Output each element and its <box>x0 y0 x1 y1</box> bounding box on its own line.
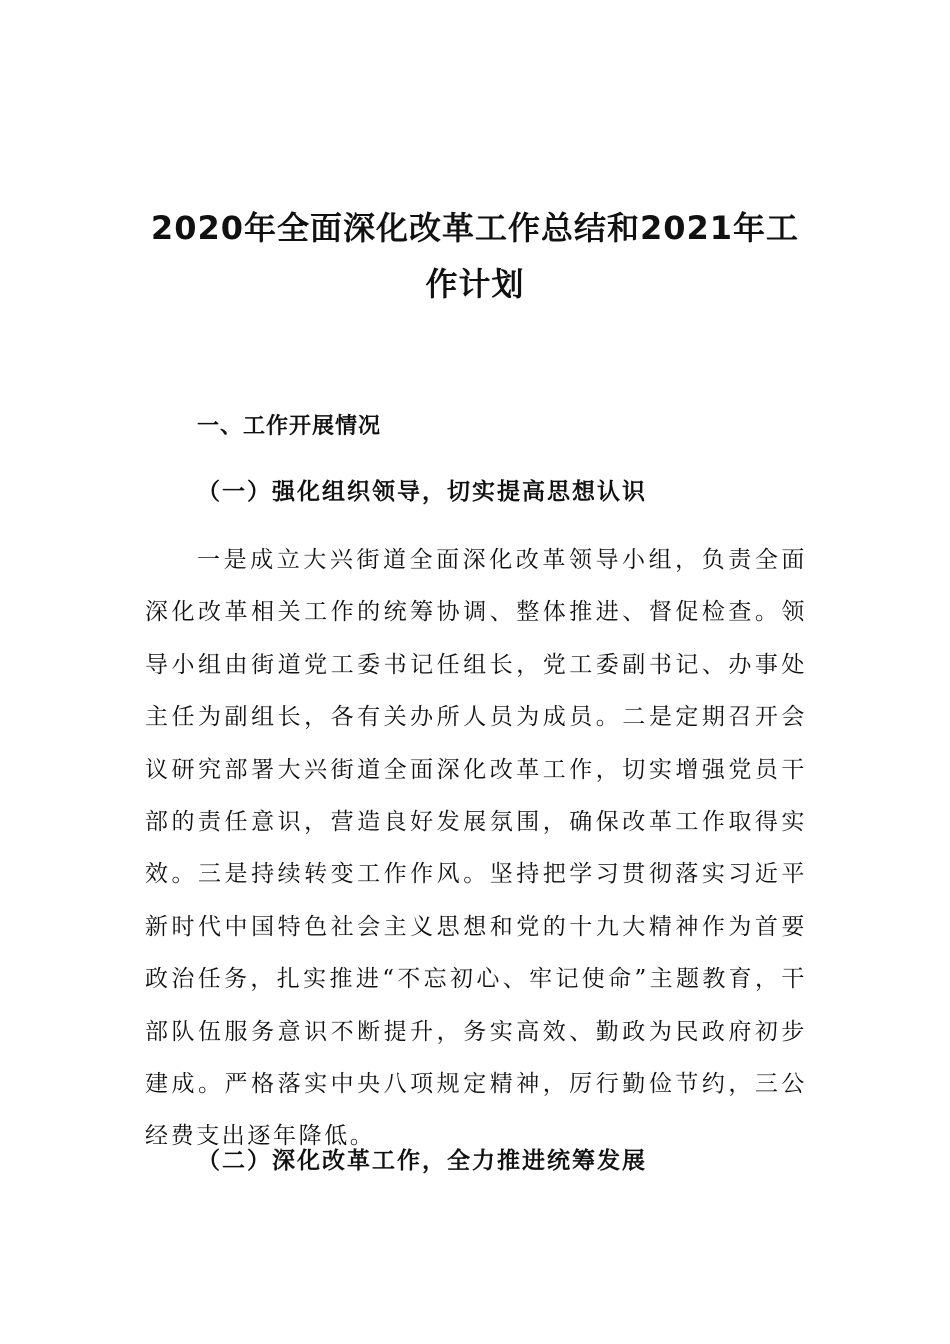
subsection-heading-reform: （二）深化改革工作，全力推进统筹发展 <box>197 1147 647 1174</box>
section-heading-work-status: 一、工作开展情况 <box>197 414 382 439</box>
document-title: 2020年全面深化改革工作总结和2021年工作计划 <box>150 209 800 303</box>
body-paragraph: 一是成立大兴街道全面深化改革领导小组，负责全面深化改革相关工作的统筹协调、整体推进、督促检查。领导小组由街道党工委书记任组长，党工委副书记、办事处主任为副组长，各有关办所人员为成员。二是定期召开会议研究部署大兴街道全面深化改革工作，切实增强党员干部的责任意识，营造良好发展氛围，确保改革工作取得实效。三是持续转变工作作风。坚持把学习贯彻落实习近平新时代中国特色社会主义思想和党的十九大精神作为首要政治任务，扎实推进“不忘初心、牢记使命”主题教育，干部队伍服务意识不断提升，务实高效、勤政为民政府初步建成。严格落实中央八项规定精神，厉行勤俭节约，三公经费支出逐年降低。 <box>145 547 807 1150</box>
subsection-heading-organization: （一）强化组织领导，切实提高思想认识 <box>197 478 647 505</box>
